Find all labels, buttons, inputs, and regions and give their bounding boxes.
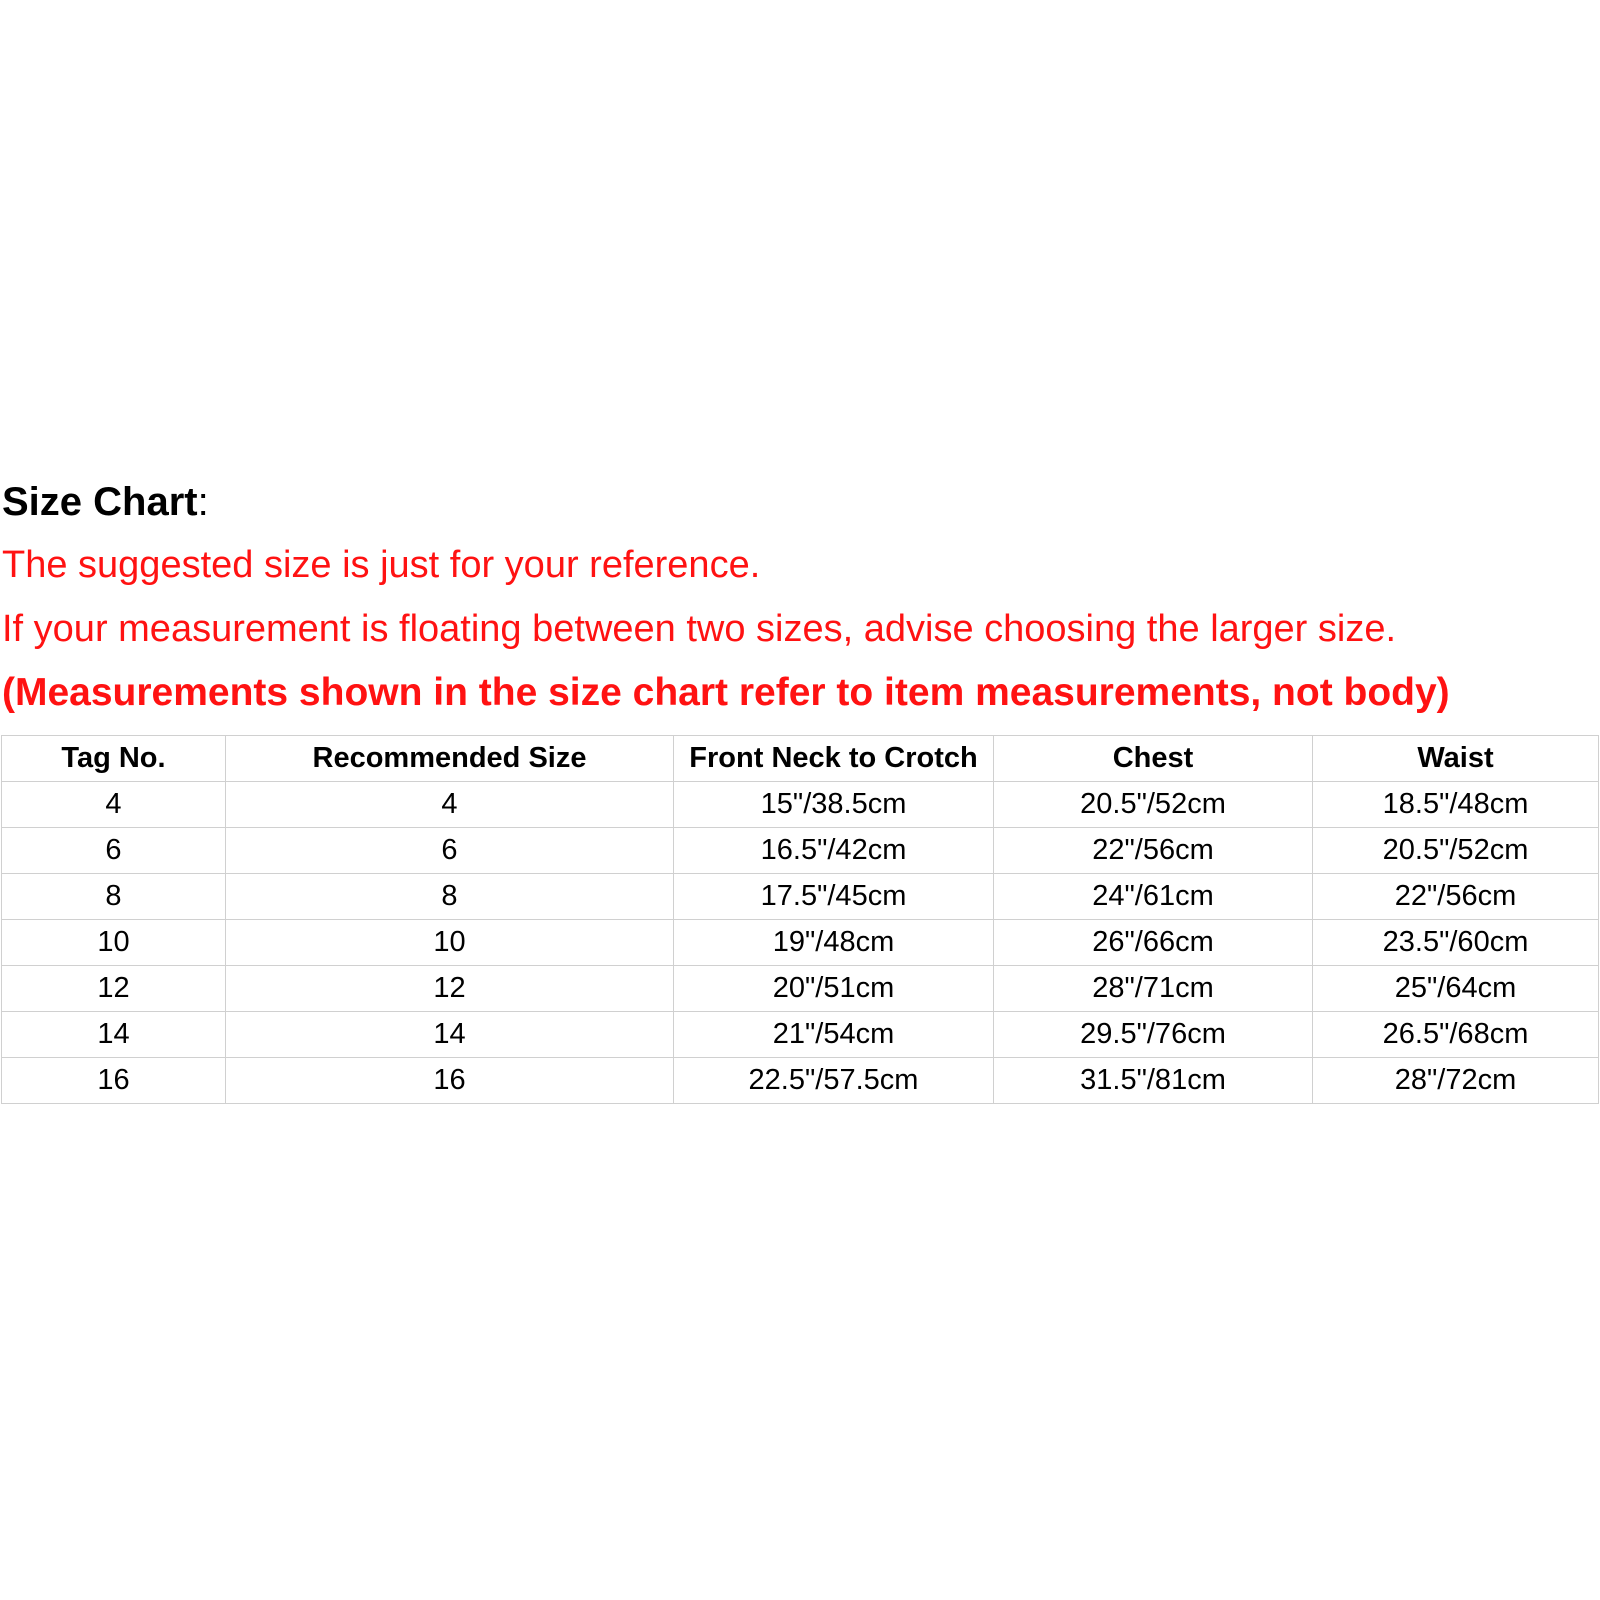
chest-cell: 28"/71cm <box>994 966 1313 1012</box>
table-row <box>2 966 1599 1012</box>
waist-cell: 28"/72cm <box>1313 1058 1599 1104</box>
recommended-size-cell: 4 <box>226 782 674 828</box>
table-header-row <box>2 736 1599 782</box>
size-chart-title-colon: : <box>197 480 209 524</box>
tag-no-cell: 8 <box>2 874 226 920</box>
tag-no-cell: 16 <box>2 1058 226 1104</box>
tag-no-cell: 10 <box>2 920 226 966</box>
chest-cell: 20.5"/52cm <box>994 782 1313 828</box>
waist-cell: 26.5"/68cm <box>1313 1012 1599 1058</box>
size-chart-heading <box>2 478 209 526</box>
larger-size-advice: If your measurement is floating between two sizes, advise choosing the larger size. <box>2 608 1397 650</box>
chest-cell: 31.5"/81cm <box>994 1058 1313 1104</box>
column-header-chest: Chest <box>994 736 1313 782</box>
front-neck-to-crotch-cell: 17.5"/45cm <box>674 874 994 920</box>
front-neck-to-crotch-cell: 20"/51cm <box>674 966 994 1012</box>
recommended-size-cell: 12 <box>226 966 674 1012</box>
recommended-size-cell: 6 <box>226 828 674 874</box>
table-row <box>2 1012 1599 1058</box>
table-row <box>2 782 1599 828</box>
waist-cell: 23.5"/60cm <box>1313 920 1599 966</box>
recommended-size-cell: 16 <box>226 1058 674 1104</box>
tag-no-cell: 6 <box>2 828 226 874</box>
front-neck-to-crotch-cell: 16.5"/42cm <box>674 828 994 874</box>
front-neck-to-crotch-cell: 19"/48cm <box>674 920 994 966</box>
front-neck-to-crotch-cell: 21"/54cm <box>674 1012 994 1058</box>
table-row <box>2 828 1599 874</box>
chest-cell: 29.5"/76cm <box>994 1012 1313 1058</box>
column-header-waist: Waist <box>1313 736 1599 782</box>
chest-cell: 24"/61cm <box>994 874 1313 920</box>
column-header-tag-no: Tag No. <box>2 736 226 782</box>
tag-no-cell: 14 <box>2 1012 226 1058</box>
recommended-size-cell: 14 <box>226 1012 674 1058</box>
front-neck-to-crotch-cell: 15"/38.5cm <box>674 782 994 828</box>
table-row <box>2 874 1599 920</box>
chest-cell: 22"/56cm <box>994 828 1313 874</box>
table-row <box>2 1058 1599 1104</box>
recommended-size-cell: 10 <box>226 920 674 966</box>
item-measurement-note: (Measurements shown in the size chart refer to item measurements, not body) <box>2 671 1450 714</box>
table-row <box>2 920 1599 966</box>
tag-no-cell: 4 <box>2 782 226 828</box>
waist-cell: 25"/64cm <box>1313 966 1599 1012</box>
tag-no-cell: 12 <box>2 966 226 1012</box>
front-neck-to-crotch-cell: 22.5"/57.5cm <box>674 1058 994 1104</box>
recommended-size-cell: 8 <box>226 874 674 920</box>
waist-cell: 20.5"/52cm <box>1313 828 1599 874</box>
column-header-recommended-size: Recommended Size <box>226 736 674 782</box>
size-table <box>1 735 1599 1104</box>
waist-cell: 22"/56cm <box>1313 874 1599 920</box>
column-header-front-neck-to-crotch: Front Neck to Crotch <box>674 736 994 782</box>
waist-cell: 18.5"/48cm <box>1313 782 1599 828</box>
chest-cell: 26"/66cm <box>994 920 1313 966</box>
size-chart-title: Size Chart <box>2 480 198 524</box>
reference-note: The suggested size is just for your reference. <box>2 544 761 586</box>
